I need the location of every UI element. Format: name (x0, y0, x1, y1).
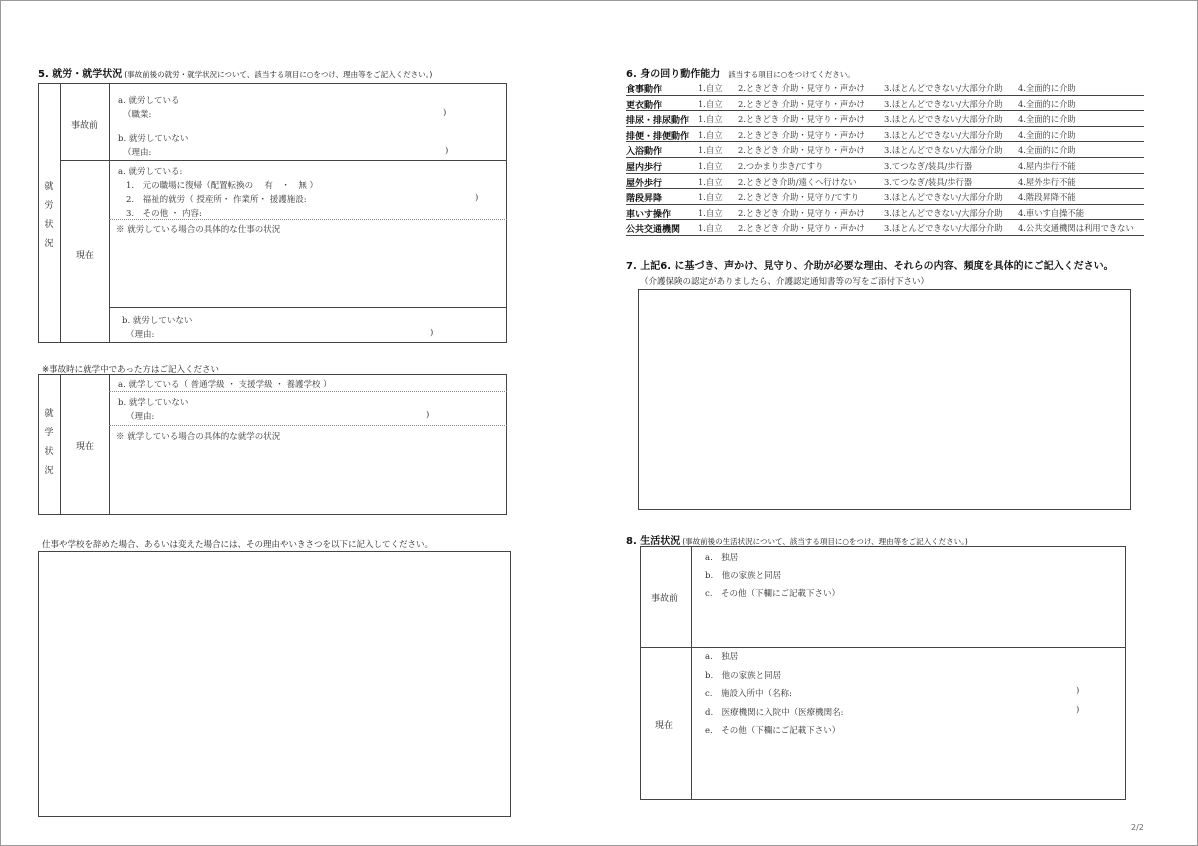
before-accident-label: 事故前 (651, 594, 679, 604)
section5-title (38, 65, 432, 80)
adl-item-label: 階段昇降 (626, 194, 663, 205)
page-number: 2/2 (1131, 823, 1144, 832)
school-side-label: 就学状況 (44, 409, 54, 476)
adl-option[interactable]: 2.ときどき 介助・見守り・声かけ (738, 129, 865, 140)
current-label: 現在 (655, 721, 674, 731)
adl-option[interactable]: 1.自立 (698, 161, 723, 171)
adl-option[interactable]: 2.ときどき 介助・見守り・声かけ (738, 83, 865, 93)
adl-option[interactable]: 4.公共交通機関は利用できない (1018, 223, 1134, 234)
adl-item-label: 屋外歩行 (626, 178, 663, 189)
paren: ) (445, 146, 449, 156)
adl-option[interactable]: 2.ときどき 介助・見守り・声かけ (738, 223, 865, 234)
adl-option[interactable]: 1.自立 (698, 129, 723, 140)
paren: ) (430, 328, 434, 338)
adl-option[interactable]: 1.自立 (698, 98, 723, 109)
adl-option[interactable]: 1.自立 (698, 223, 723, 234)
return-to-work-option[interactable]: 1. 元の職場に復帰（配置転換の 有 ・ 無 ） (126, 181, 319, 191)
quit-reason-textarea[interactable] (38, 551, 511, 817)
reason-field[interactable]: （理由: (126, 330, 155, 340)
adl-option[interactable]: 3.てつなぎ/装具/歩行器 (884, 176, 973, 187)
adl-row (626, 174, 1144, 190)
employment-side-label: 就労状況 (44, 182, 54, 249)
before-accident-label: 事故前 (71, 121, 99, 131)
divider (109, 425, 507, 426)
adl-option[interactable]: 1.自立 (698, 83, 723, 93)
divider (109, 83, 110, 343)
school-title: ※事故時に就学中であった方はご記入ください (42, 365, 220, 375)
adl-item-label: 車いす操作 (626, 209, 672, 220)
adl-row (626, 142, 1144, 158)
adl-option[interactable]: 1.自立 (698, 176, 723, 187)
section6-note: 該当する項目に○をつけてください。 (728, 70, 855, 79)
adl-option[interactable]: 2.ときどき 介助・見守り・声かけ (738, 145, 865, 156)
adl-option[interactable]: 3.ほとんどできない/大部分介助 (884, 114, 1003, 125)
section8-heading: 8. 生活状況 (626, 536, 681, 547)
work-detail-note: ※ 就労している場合の具体的な仕事の状況 (116, 225, 281, 235)
paren: ) (1076, 705, 1080, 715)
adl-item-label: 排尿・排尿動作 (626, 116, 690, 127)
care-detail-textarea[interactable] (638, 289, 1131, 510)
living-option[interactable]: b. 他の家族と同居 (705, 670, 782, 681)
divider (109, 391, 507, 392)
section6-title (626, 65, 855, 80)
section5-heading: 5. 就労・就学状況 (38, 69, 123, 80)
other-option[interactable]: 3. その他 ・ 内容: (126, 209, 202, 219)
paren: ) (443, 108, 447, 118)
paren: ) (475, 193, 479, 203)
reason-field[interactable]: （理由: (126, 412, 155, 422)
adl-option[interactable]: 2.ときどき 介助・見守り・声かけ (738, 114, 865, 125)
divider (60, 83, 61, 343)
adl-row (626, 189, 1144, 205)
adl-row (626, 80, 1144, 96)
adl-item-label: 排便・排便動作 (626, 131, 690, 142)
quit-title: 仕事や学校を辞めた場合、あるいは変えた場合には、その理由やいきさつを以下に記入してください。 (42, 540, 434, 550)
adl-row (626, 111, 1144, 127)
adl-option[interactable]: 2.ときどき 介助・見守り・声かけ (738, 98, 865, 109)
adl-option[interactable]: 4.全面的に介助 (1018, 83, 1076, 93)
section5-note: (事故前後の就労・就学状況について、該当する項目に○をつけ、理由等をご記入ください。) (124, 70, 433, 79)
adl-option[interactable]: 2.つかまり歩き/てすり (738, 161, 824, 171)
adl-item-label: 更衣動作 (626, 100, 663, 111)
living-option[interactable]: b. 他の家族と同居 (705, 571, 782, 581)
current-label: 現在 (76, 251, 95, 261)
current-label: 現在 (76, 442, 95, 452)
living-option[interactable]: d. 医療機関に入院中（医療機関名: (705, 707, 844, 718)
school-detail-note: ※ 就学している場合の具体的な就学の状況 (116, 432, 281, 442)
adl-option[interactable]: 1.自立 (698, 207, 723, 218)
adl-row (626, 127, 1144, 143)
adl-item-label: 屋内歩行 (626, 163, 663, 173)
not-in-school-option[interactable]: b. 就学していない (118, 398, 189, 408)
section8-title (626, 532, 968, 547)
adl-option[interactable]: 3.ほとんどできない/大部分介助 (884, 83, 1003, 93)
welfare-work-option[interactable]: 2. 福祉的就労（ 授産所・ 作業所・ 援護施設: (126, 195, 307, 205)
adl-option[interactable]: 3.ほとんどできない/大部分介助 (884, 223, 1003, 234)
divider (109, 374, 110, 515)
adl-option[interactable]: 4.全面的に介助 (1018, 129, 1076, 140)
adl-option[interactable]: 2.ときどき 介助・見守り・声かけ (738, 207, 865, 218)
adl-option[interactable]: 1.自立 (698, 192, 723, 203)
adl-option[interactable]: 3.ほとんどできない/大部分介助 (884, 98, 1003, 109)
divider (60, 160, 507, 161)
reason-field[interactable]: （理由: (123, 148, 152, 158)
adl-item-label: 入浴動作 (626, 147, 663, 158)
adl-option[interactable]: 3.ほとんどできない/大部分介助 (884, 192, 1003, 203)
adl-option[interactable]: 3.ほとんどできない/大部分介助 (884, 207, 1003, 218)
adl-item-label: 食事動作 (626, 85, 663, 95)
adl-option[interactable]: 4.階段昇降不能 (1018, 192, 1076, 203)
adl-option[interactable]: 2.ときどき介助/遠くへ行けない (738, 176, 857, 187)
adl-option[interactable]: 3.ほとんどできない/大部分介助 (884, 129, 1003, 140)
adl-item-label: 公共交通機関 (626, 225, 681, 236)
not-employed-option[interactable]: b. 就労していない (122, 316, 193, 326)
living-option[interactable]: c. 施設入所中（名称: (705, 689, 792, 699)
divider (60, 374, 61, 515)
section7-title: 7. 上記6. に基づき、声かけ、見守り、介助が必要な理由、それらの内容、頻度を具体的にご記入ください。 (626, 261, 1114, 272)
adl-option[interactable]: 4.全面的に介助 (1018, 98, 1076, 109)
living-option[interactable]: e. その他（下欄にご記載下さい） (705, 726, 841, 736)
employed-option[interactable]: a. 就労している (118, 96, 180, 106)
in-school-option[interactable]: a. 就学している（ 普通学級 ・ 支援学級 ・ 養護学校 ） (118, 380, 332, 390)
adl-option[interactable]: 4.屋外歩行不能 (1018, 176, 1076, 187)
adl-option[interactable]: 2.ときどき 介助・見守り/てすり (738, 192, 860, 203)
adl-row (626, 96, 1144, 112)
section8-note: (事故前後の生活状況について、該当する項目に○をつけ、理由等をご記入ください。) (682, 537, 968, 546)
section6-heading: 6. 身の回り動作能力 (626, 69, 721, 80)
divider (691, 546, 692, 800)
divider (109, 307, 507, 308)
adl-option[interactable]: 1.自立 (698, 114, 723, 125)
living-option[interactable]: c. その他（下欄にご記載下さい） (705, 589, 840, 599)
adl-option[interactable]: 3.てつなぎ/装具/歩行器 (884, 161, 973, 171)
adl-option[interactable]: 3.ほとんどできない/大部分介助 (884, 145, 1003, 156)
employed-option[interactable]: a. 就労している: (118, 167, 183, 177)
adl-option[interactable]: 1.自立 (698, 145, 723, 156)
adl-row (626, 220, 1144, 236)
adl-row (626, 158, 1144, 174)
occupation-field[interactable]: （職業: (123, 110, 152, 120)
paren: ) (1076, 686, 1080, 696)
adl-option[interactable]: 4.屋内歩行不能 (1018, 161, 1076, 171)
paren: ) (426, 410, 430, 420)
divider (640, 647, 1126, 648)
living-option[interactable]: a. 独居 (705, 652, 739, 662)
adl-option[interactable]: 4.車いす自操不能 (1018, 207, 1084, 218)
living-option[interactable]: a. 独居 (705, 553, 739, 563)
not-employed-option[interactable]: b. 就労していない (118, 134, 189, 144)
divider (109, 219, 507, 220)
adl-option[interactable]: 4.全面的に介助 (1018, 114, 1076, 125)
adl-row (626, 205, 1144, 221)
section7-subtitle: （介護保険の認定がありましたら、介護認定通知書等の写をご添付下さい） (640, 277, 930, 287)
adl-option[interactable]: 4.全面的に介助 (1018, 145, 1076, 156)
